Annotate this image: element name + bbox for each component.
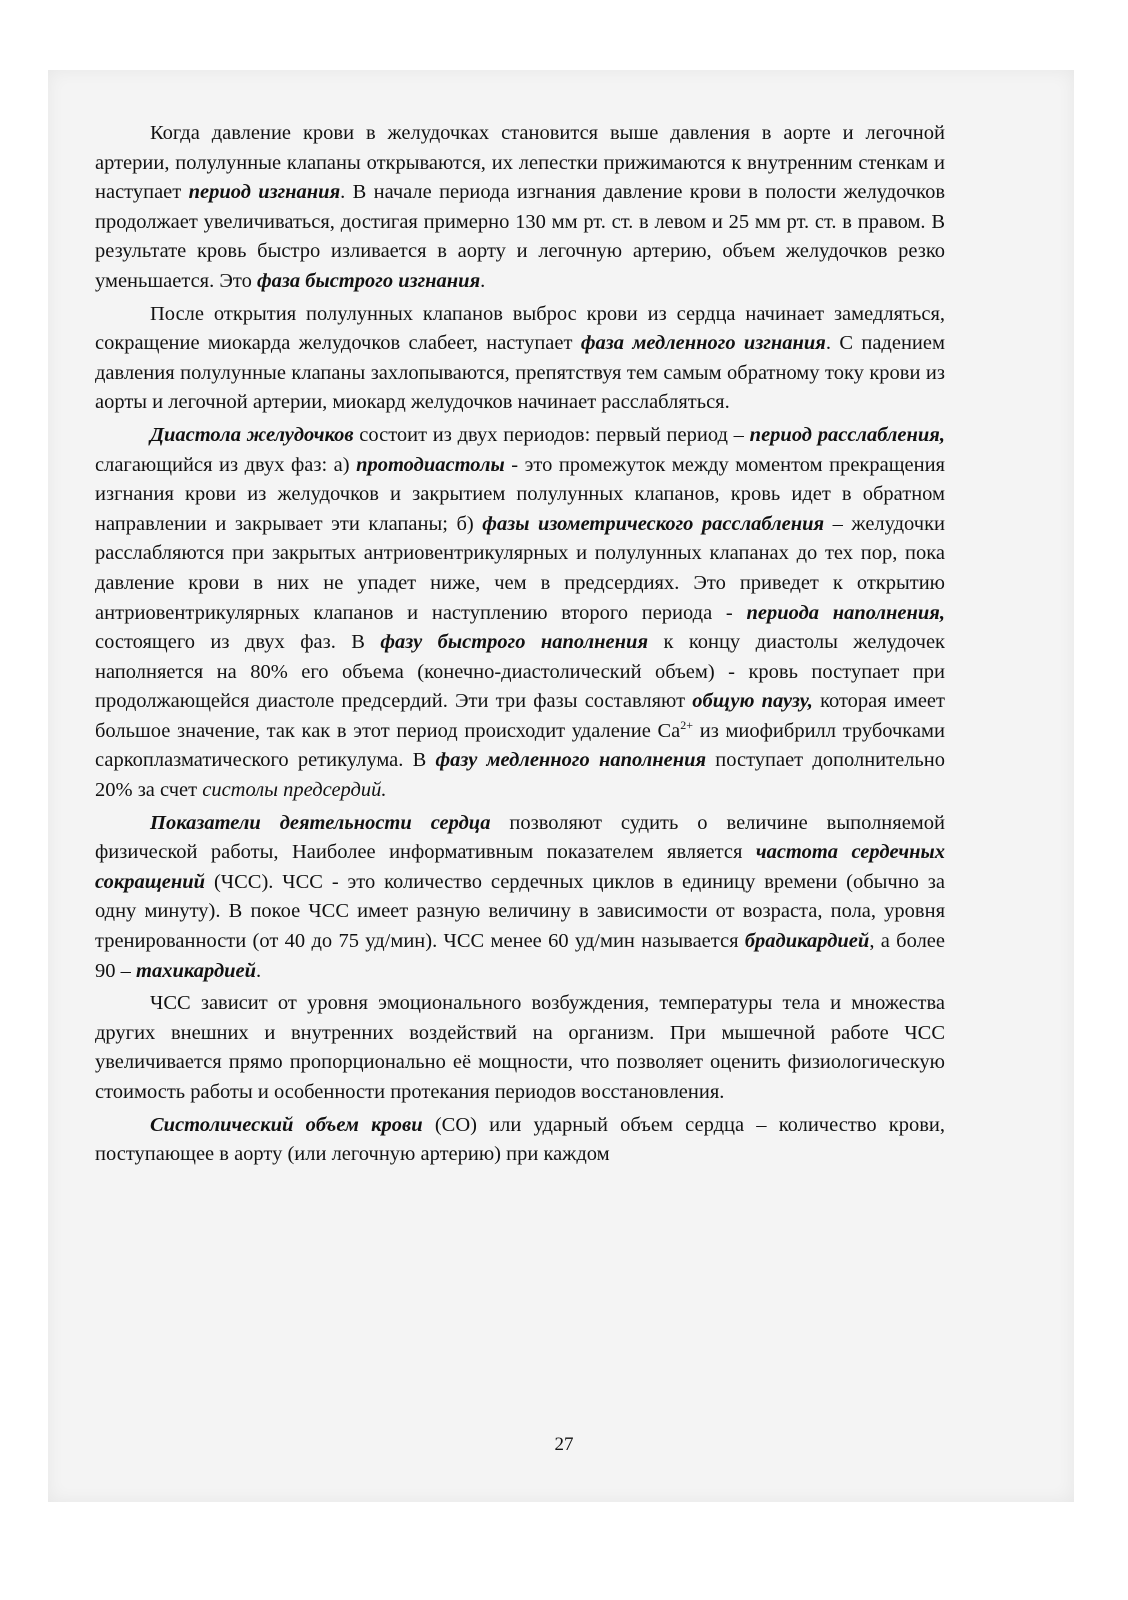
text-run: .: [480, 269, 486, 292]
emphasis-term-wrapper: [189, 181, 341, 203]
text-run: (ЧСС). ЧСС - это количество сердечных циклов в единицу времени (обычно за одну минуту). В покое ЧСС имеет разную величину в зависимости от возраста, пола, уровня тренированности (от 40 до 75 уд/мин). ЧСС менее 60 уд/мин называется: [95, 870, 945, 953]
text-run: к концу диастолы желудочек наполняется на 80% его объема (конечно-диастолический объем) - кровь поступает при продолжающейся диастоле предсердий. Эти три фазы составляют: [95, 631, 945, 713]
emphasis-term: частота сердечных сокращений: [95, 841, 945, 893]
emphasis-term-wrapper: [745, 930, 869, 952]
emphasis-term-wrapper: [150, 1114, 423, 1136]
paragraph: [95, 1111, 945, 1170]
emphasis-term-wrapper: [356, 454, 505, 476]
emphasis-term-wrapper: [746, 602, 945, 624]
text-run: - это промежуток между моментом прекращения изгнания крови из желудочков и закрытием полулунных клапанов, кровь идет в обратном направлении и закрывает эти клапаны; б): [95, 453, 945, 535]
emphasis-term-wrapper: [380, 631, 648, 653]
emphasis-term-wrapper: [581, 332, 826, 354]
emphasis-term: Систолический объем крови: [150, 1113, 423, 1136]
emphasis-term: периода наполнения,: [746, 601, 945, 624]
emphasis-term: фаза медленного изгнания: [580, 332, 826, 355]
emphasis-term-wrapper: [435, 749, 706, 771]
emphasis-term: тахикардией: [136, 959, 257, 982]
body-text: [95, 119, 945, 1173]
emphasis-term: фазу быстрого наполнения: [380, 631, 649, 654]
text-run: . В начале периода изгнания давление крови в полости желудочков продолжает увеличиваться, достигая примерно 130 мм рт. ст. в левом и 25 мм рт. ст. в правом. В результате кровь быстро изливается в аорту и легочную артерию, объем желудочков резко уменьшается. Это: [95, 181, 945, 292]
text-run: , а более 90 –: [95, 930, 946, 982]
emphasis-term-wrapper: [150, 812, 490, 834]
emphasis-term-wrapper: [692, 690, 813, 712]
text-run: .: [256, 959, 262, 982]
text-run: поступает дополнительно 20% за счет: [95, 749, 945, 802]
emphasis-term-wrapper: [482, 513, 824, 535]
paragraph: [95, 421, 945, 806]
text-run: слагающийся из двух фаз: а): [95, 453, 357, 476]
emphasis-term: общую паузу,: [692, 690, 813, 713]
emphasis-term: фаза быстрого изгнания: [256, 269, 481, 292]
text-run: . С падением давления полулунные клапаны захлопываются, препятствуя тем самым обратному току крови из аорты и легочной артерии, миокард желудочков начинает расслабляться.: [95, 332, 945, 414]
paragraph: [95, 119, 945, 297]
emphasis-term-wrapper: [750, 424, 945, 446]
text-run: состоит из двух периодов: первый период –: [353, 423, 750, 446]
text-run: ЧСС зависит от уровня эмоционального возбуждения, температуры тела и множества других внешних и внутренних воздействий на организм. При мышечной работе ЧСС увеличивается прямо пропорционально её мощности, что позволяет оценить физиологическую стоимость работы и особенности протекания периодов восстановления.: [95, 992, 945, 1103]
emphasis-term-wrapper: [150, 424, 353, 446]
emphasis-term: брадикардией: [744, 930, 870, 953]
emphasis-term: протодиастолы: [356, 453, 505, 476]
text-run: (СО) или ударный объем сердца – количество крови, поступающее в аорту (или легочную артерию) при каждом: [95, 1113, 945, 1166]
emphasis-term: фазы изометрического расслабления: [482, 512, 825, 535]
paragraph: [95, 809, 945, 987]
text-run: – желудочки расслабляются при закрытых антриовентрикулярных и полулунных клапанах до тех пор, пока давление крови в них не упадет ниже, чем в предсердиях. Это приведет к открытию антриовентрикулярных клапанов и наступлению второго периода -: [95, 512, 946, 624]
text-run: из миофибрилл трубочками саркоплазматического ретикулума. В: [95, 719, 945, 772]
emphasis-term: Показатели деятельности сердца: [150, 811, 491, 834]
page-number: 27: [554, 1434, 574, 1455]
text-run: После открытия полулунных клапанов выброс крови из сердца начинает замедляться, сокращение миокарда желудочков слабеет, наступает: [95, 302, 945, 355]
emphasis-term: Диастола желудочков: [150, 423, 354, 446]
emphasis-term: фазу медленного наполнения: [435, 749, 707, 772]
emphasis-term: период расслабления,: [749, 423, 945, 446]
emphasis-term: период изгнания: [188, 181, 341, 204]
text-run: состоящего из двух фаз. В: [95, 631, 381, 654]
paragraph: [95, 300, 945, 418]
text-run: Когда давление крови в желудочках становится выше давления в аорте и легочной артерии, полулунные клапаны открываются, их лепестки прижимаются к внутренним стенкам и наступает: [95, 122, 945, 204]
text-run: которая имеет большое значение, так как в этот период происходит удаление Ca: [95, 690, 945, 742]
superscript: 2+: [680, 717, 694, 732]
paragraph: [95, 989, 945, 1107]
emphasis-term-wrapper: [136, 960, 256, 982]
text-run: позволяют судить о величине выполняемой физической работы, Наиболее информативным показателем является: [95, 811, 945, 864]
italic-term: систолы предсердий.: [202, 779, 387, 802]
emphasis-term-wrapper: [257, 270, 480, 292]
